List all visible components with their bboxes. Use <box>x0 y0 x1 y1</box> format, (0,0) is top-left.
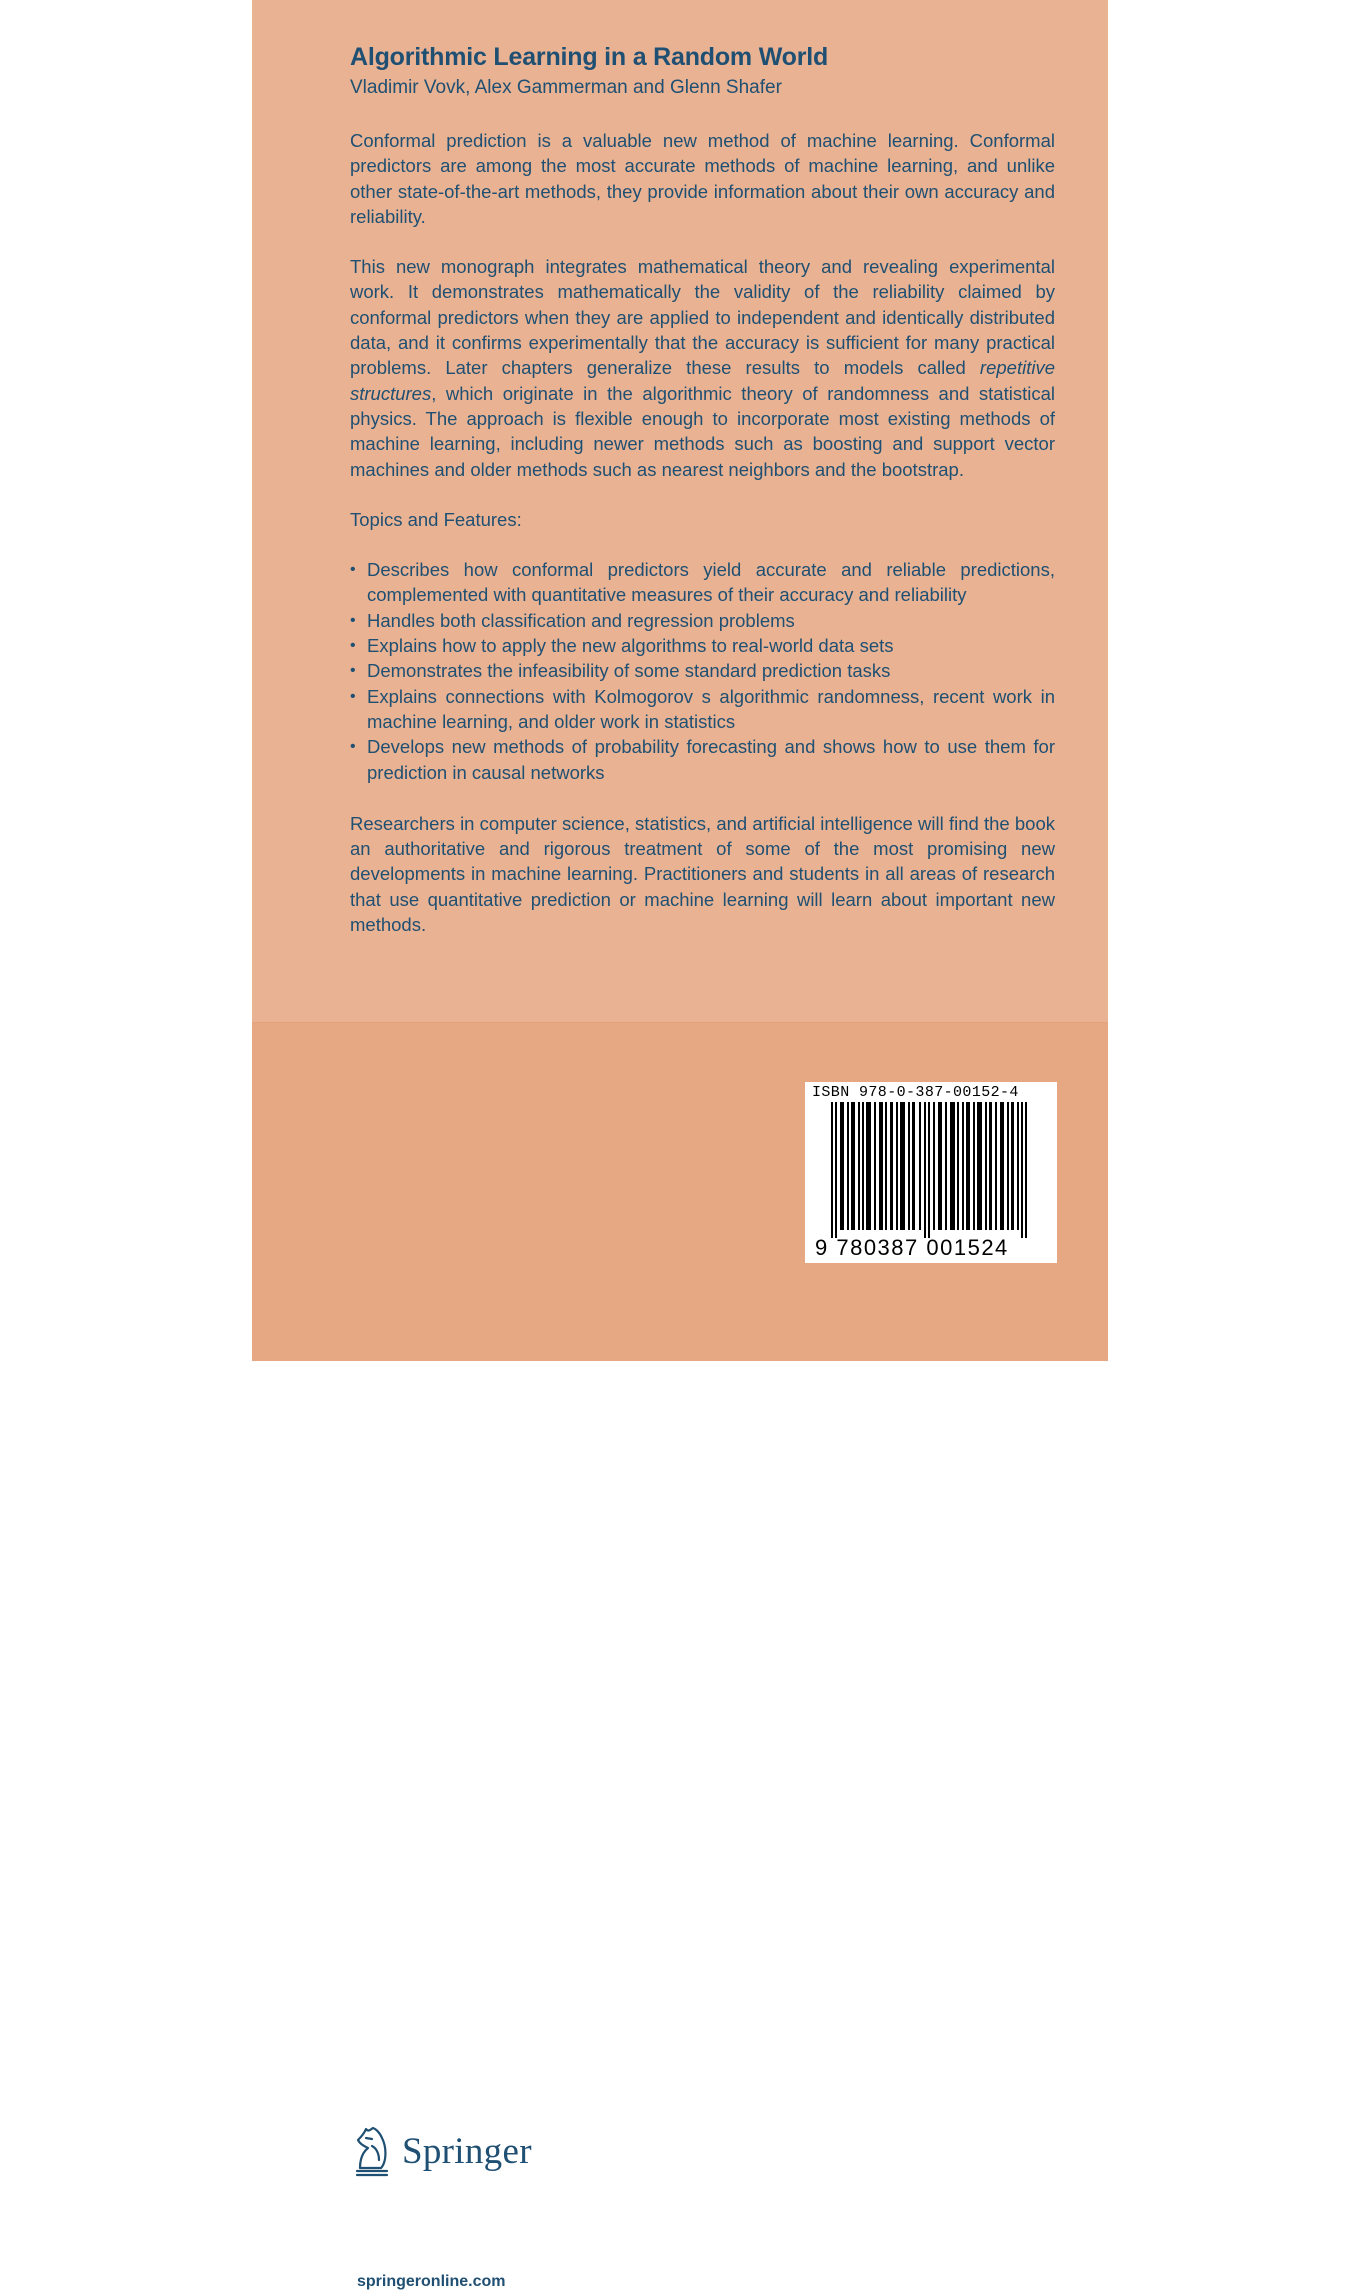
springer-wordmark: Springer <box>402 2130 532 2172</box>
description-paragraph-1: Conformal prediction is a valuable new method of machine learning. Conformal predictors are among the most accurate methods of machine learning, and unlike other state-of-the-art methods, they provide information about their own accuracy and reliability. <box>350 130 1055 227</box>
feature-item: • Describes how conformal predictors yield accurate and reliable predictions, complemented with quantitative measures of their accuracy and reliability <box>350 557 1055 608</box>
feature-item: • Develops new methods of probability forecasting and shows how to use them for prediction in causal networks <box>350 734 1055 785</box>
isbn-label: ISBN 978-0-387-00152-4 <box>812 1084 1019 1101</box>
publisher-url[interactable]: springeronline.com <box>357 2273 506 2290</box>
paragraph-2-text-a: This new monograph integrates mathematical theory and revealing experimental work. It demonstrates mathematically the validity of the reliability claimed by conformal predictors when they are applied to independent and identically distributed data, and it confirms experimentally that the accuracy is sufficient for many practical problems. Later chapters generalize these results to models called <box>350 256 1055 379</box>
paragraph-2-italic: repetitive structures <box>350 357 1055 404</box>
description-paragraph-3: Researchers in computer science, statistics, and artificial intelligence will find the book an authoritative and rigorous treatment of some of the most promising new developments in machine learning. Practitioners and students in all areas of research that use quantitative prediction or machine learning will learn about important new methods. <box>350 812 1055 936</box>
barcode-digits: 9 780387 001524 <box>815 1235 1009 1260</box>
feature-item: • Explains connections with Kolmogorov s algorithmic randomness, recent work in machine learning, and older work in statistics <box>350 684 1055 735</box>
book-title: Algorithmic Learning in a Random World <box>350 43 829 71</box>
springer-logo <box>352 2121 532 2181</box>
feature-item: • Demonstrates the infeasibility of some standard prediction tasks <box>350 658 1055 683</box>
feature-item: • Handles both classification and regression problems <box>350 608 1055 633</box>
barcode-bars <box>813 1102 1049 1238</box>
book-back-cover <box>252 0 1108 2290</box>
topics-heading: Topics and Features: <box>350 508 522 530</box>
isbn-barcode <box>805 1082 1057 1263</box>
feature-item: • Explains how to apply the new algorithms to real-world data sets <box>350 633 1055 658</box>
springer-knight-icon <box>352 2124 394 2178</box>
cover-text <box>350 40 1055 962</box>
description-paragraph-2 <box>350 254 1055 482</box>
features-list <box>350 557 1055 785</box>
paragraph-2-text-b: , which originate in the algorithmic theory of randomness and statistical physics. The approach is flexible enough to incorporate most existing methods of machine learning, including newer methods such as boosting and support vector machines and older methods such as nearest neighbors and the bootstrap. <box>350 382 1055 480</box>
book-authors: Vladimir Vovk, Alex Gammerman and Glenn Shafer <box>350 77 782 98</box>
